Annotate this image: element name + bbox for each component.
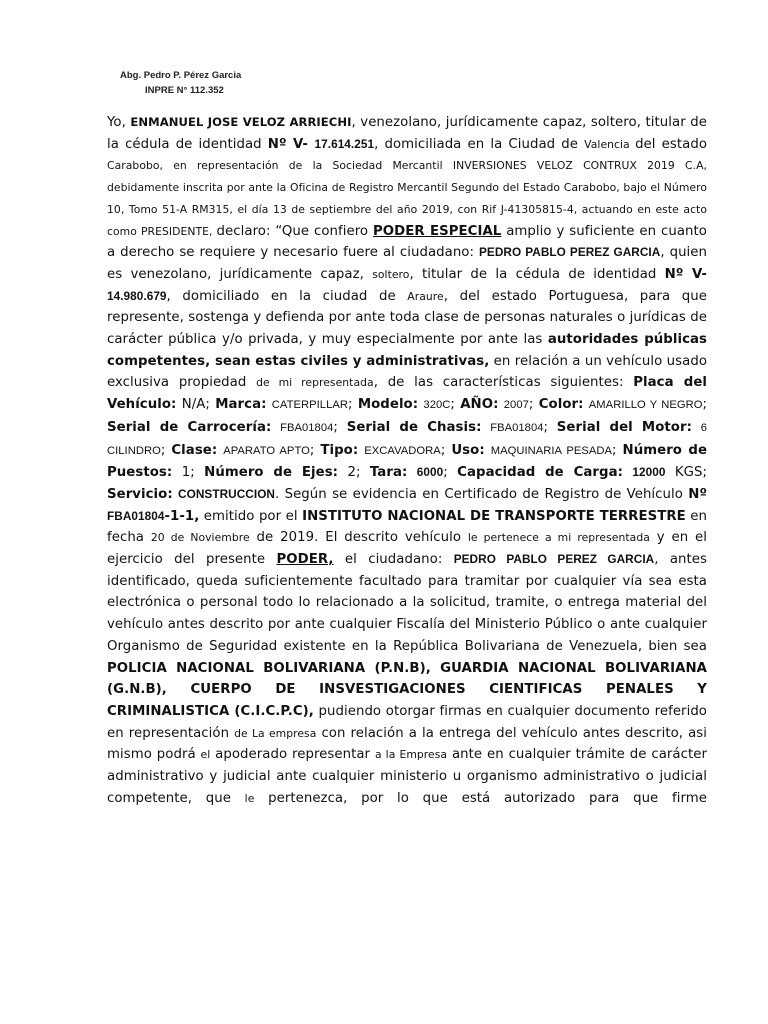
lawyer-name: Abg. Pedro P. Pérez Garcia — [120, 70, 242, 81]
text-segment: EXCAVADORA — [364, 444, 441, 457]
text-segment: de 2019. El descrito vehículo — [249, 530, 468, 546]
text-segment: 320C — [423, 399, 451, 412]
text-segment: , quien es venezolano, jurídicamente capaz, — [107, 245, 708, 282]
text-segment: con relación a la entrega del vehículo antes descrito, asi mismo podrá — [107, 725, 708, 763]
text-segment: 20 de Noviembre — [150, 531, 250, 545]
text-segment: 12000 — [632, 465, 666, 480]
text-segment: autoridades públicas competentes, sean estas civiles y administrativas, — [107, 332, 707, 369]
text-segment: el ciudadano: — [333, 552, 454, 568]
text-segment: ante en cualquier trámite de carácter administrativo y judicial ante cualquier ministerio u organismo administrativo o judicial competente, que — [107, 747, 707, 806]
text-segment: ; — [440, 442, 452, 458]
text-segment: Carabobo, en representación de la Sociedad Mercantil INVERSIONES VELOZ CONTRUX 2019 C.A, debidamente inscrita por ante la Oficina de Registro Mercantil Segundo del Estado Carabobo, bajo el Número 10, Tomo 51-A RM315, el día 13 de septiembre del año 2019, con Rif J-41305815-4, actuando en este acto como PRESIDENTE, — [107, 159, 707, 238]
text-segment: PODER ESPECIAL — [373, 223, 502, 239]
text-segment: Clase: — [171, 442, 218, 458]
text-segment: Serial de Carrocería: — [107, 419, 272, 435]
text-segment: ; — [702, 397, 708, 413]
text-segment: 17.614.251 — [314, 136, 375, 151]
text-segment: , del estado Portuguesa, para que represente, sostenga y defienda por ante toda clase de personas naturales o jurídicas de carácter pública y/o privada, y muy especialmente por ante las — [107, 288, 707, 348]
inpre-number: INPRE N° 112.352 — [145, 85, 224, 96]
text-segment: ; — [348, 397, 358, 413]
text-segment: amplio y suficiente en cuanto a derecho se requiere y necesario fuere al ciudadano: — [107, 223, 707, 261]
text-segment: Araure — [407, 289, 444, 303]
text-segment — [481, 420, 490, 435]
text-segment: KGS; — [665, 465, 708, 481]
text-segment: en relación a un vehículo usado exclusiva propiedad — [107, 353, 708, 391]
text-segment: Color: — [538, 397, 584, 413]
text-segment: INSTITUTO NACIONAL DE TRANSPORTE TERRESTRE — [302, 508, 686, 524]
text-segment: CONSTRUCCION — [178, 486, 275, 501]
text-segment: del estado — [635, 136, 707, 152]
text-segment: y en el ejercicio del presente — [107, 530, 707, 568]
text-segment: ; — [450, 397, 461, 413]
text-segment: AMARILLO Y NEGRO — [588, 399, 703, 412]
text-segment: AÑO: — [460, 397, 499, 413]
text-segment: Tara: — [369, 465, 408, 481]
text-segment: soltero — [372, 267, 410, 281]
text-segment: apoderado representar — [210, 747, 375, 763]
text-segment: 14.980.679 — [107, 288, 167, 303]
text-segment: en fecha — [107, 508, 707, 546]
power-of-attorney-text — [107, 112, 707, 810]
text-segment: Marca: — [215, 397, 267, 413]
text-segment — [623, 465, 632, 480]
text-segment: 6000 — [416, 465, 444, 480]
text-segment: ; — [333, 419, 347, 435]
text-segment: PEDRO PABLO PEREZ GARCIA — [453, 552, 655, 567]
text-segment: Serial de Chasis: — [346, 419, 482, 435]
text-segment: Servicio: — [107, 486, 173, 502]
text-segment: le — [244, 791, 255, 805]
text-segment: FBA01804 — [490, 421, 544, 434]
text-segment: FBA01804 — [107, 508, 165, 523]
text-segment: pudiendo otorgar firmas en cualquier documento referido en representación — [107, 703, 707, 741]
text-segment: Yo, — [107, 115, 131, 130]
text-segment: , domiciliado en la ciudad de — [166, 288, 408, 304]
text-segment: ; — [612, 442, 623, 458]
text-segment: le pertenece a mi representada — [467, 531, 650, 545]
text-segment: Capacidad de Carga: — [457, 465, 623, 481]
text-segment — [271, 420, 280, 435]
text-segment: POLICIA NACIONAL BOLIVARIANA (P.N.B), GUARDIA NACIONAL BOLIVARIANA (G.N.B), CUERPO DE INSVESTIGACIONES CIENTIFICAS PENALES Y CRIMINALISTICA (C.I.C.P.C), — [107, 660, 707, 719]
letterhead — [120, 68, 241, 98]
text-segment: , venezolano, jurídicamente capaz, soltero, titular de la cédula de identidad — [107, 115, 707, 152]
text-segment: ; — [309, 442, 321, 458]
text-segment: Nº — [688, 486, 707, 502]
text-segment: ; — [443, 465, 458, 481]
text-segment: 2007 — [503, 399, 529, 412]
text-segment: de mi representada — [256, 376, 374, 390]
text-segment: Modelo: — [357, 397, 419, 413]
text-segment: 6 CILINDRO — [107, 421, 707, 457]
text-segment: , antes identificado, queda suficientemente facultado para tramitar por cualquier vía sea esta electrónica o personal todo lo relacionado a la solicitud, tramite, o entrega material del vehículo antes descrito por ante cualquier Fiscalía del Ministerio Público o ante cualquier Organismo de Seguridad existente en la República Bolivariana de Venezuela, bien sea — [107, 552, 707, 654]
text-segment: Valencia — [584, 137, 636, 151]
text-segment: , titular de la cédula de identidad — [409, 266, 665, 282]
text-segment: -1-1, — [164, 508, 200, 524]
text-segment: FBA01804 — [280, 421, 334, 434]
text-segment: PODER, — [276, 552, 334, 568]
text-segment: PEDRO PABLO PEREZ GARCIA — [479, 245, 661, 260]
text-segment — [407, 465, 416, 480]
text-segment: ; — [543, 419, 557, 435]
text-segment: , de las características siguientes: — [373, 375, 634, 391]
text-segment: 1; — [172, 465, 205, 481]
text-segment: 2; — [338, 465, 370, 481]
text-segment: MAQUINARIA PESADA — [490, 444, 613, 457]
text-segment: APARATO APTO — [223, 444, 310, 457]
text-segment: N/A; — [176, 397, 216, 413]
text-segment: el — [200, 748, 211, 762]
text-segment: Tipo: — [320, 442, 359, 458]
text-segment: a la Empresa — [374, 748, 448, 762]
text-segment: . Según se evidencia en Certificado de Registro de Vehículo — [275, 486, 689, 502]
text-segment: Uso: — [451, 442, 485, 458]
text-segment: Nº V- — [267, 136, 315, 152]
text-segment: , domiciliada en la Ciudad de — [374, 136, 585, 152]
text-segment: Serial del Motor: — [556, 419, 692, 435]
text-segment: ENMANUEL JOSE VELOZ ARRIECHI — [130, 115, 352, 129]
text-segment: de La empresa — [234, 726, 317, 740]
text-segment: Número de Ejes: — [204, 465, 339, 481]
text-segment: CATERPILLAR — [271, 399, 348, 412]
text-segment: declaro: “Que confiero — [216, 223, 374, 239]
text-segment: Número de Puestos: — [107, 442, 708, 481]
text-segment: Placa del Vehículo: — [107, 375, 707, 413]
text-segment — [692, 420, 701, 435]
text-segment: ; — [528, 397, 539, 413]
text-segment: emitido por el — [199, 508, 303, 524]
text-segment: Nº V- — [664, 266, 707, 282]
text-segment: ; — [160, 442, 172, 458]
text-segment: pertenezca, por lo que está autorizado para que firme — [254, 790, 707, 806]
